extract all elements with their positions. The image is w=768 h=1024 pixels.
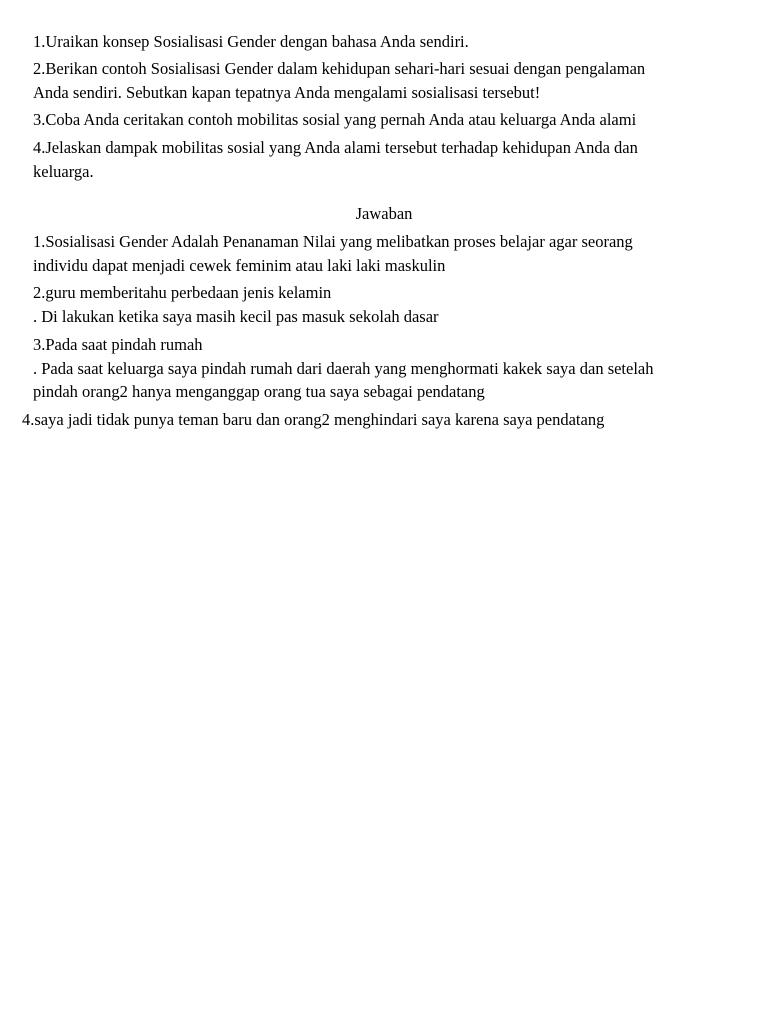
answer-1-line-1: 1.Sosialisasi Gender Adalah Penanaman Nilai yang melibatkan proses belajar agar seorang [33,232,633,251]
question-1-line-1: 1.Uraikan konsep Sosialisasi Gender dengan bahasa Anda sendiri. [33,32,469,51]
question-3-line-1: 3.Coba Anda ceritakan contoh mobilitas sosial yang pernah Anda atau keluarga Anda alami [33,110,637,129]
answer-3-line-3: pindah orang2 hanya menganggap orang tua saya sebagai pendatang [33,382,485,401]
answer-2-line-2: . Di lakukan ketika saya masih kecil pas masuk sekolah dasar [33,307,439,326]
answer-2-line-1: 2.guru memberitahu perbedaan jenis kelamin [33,283,332,302]
question-4-line-2: keluarga. [33,162,94,181]
question-4-line-1: 4.Jelaskan dampak mobilitas sosial yang Anda alami tersebut terhadap kehidupan Anda dan [33,138,638,157]
question-2-line-1: 2.Berikan contoh Sosialisasi Gender dalam kehidupan sehari-hari sesuai dengan pengalaman [33,59,646,78]
answer-3-line-1: 3.Pada saat pindah rumah [33,335,203,354]
answer-1-line-2: individu dapat menjadi cewek feminim atau laki laki maskulin [33,256,446,275]
answer-4-line-1: 4.saya jadi tidak punya teman baru dan orang2 menghindari saya karena saya pendatang [22,410,605,429]
question-2-line-2: Anda sendiri. Sebutkan kapan tepatnya Anda mengalami sosialisasi tersebut! [33,83,541,102]
answers-heading: Jawaban [355,204,413,223]
answer-3-line-2: . Pada saat keluarga saya pindah rumah dari daerah yang menghormati kakek saya dan setelah [33,359,654,378]
